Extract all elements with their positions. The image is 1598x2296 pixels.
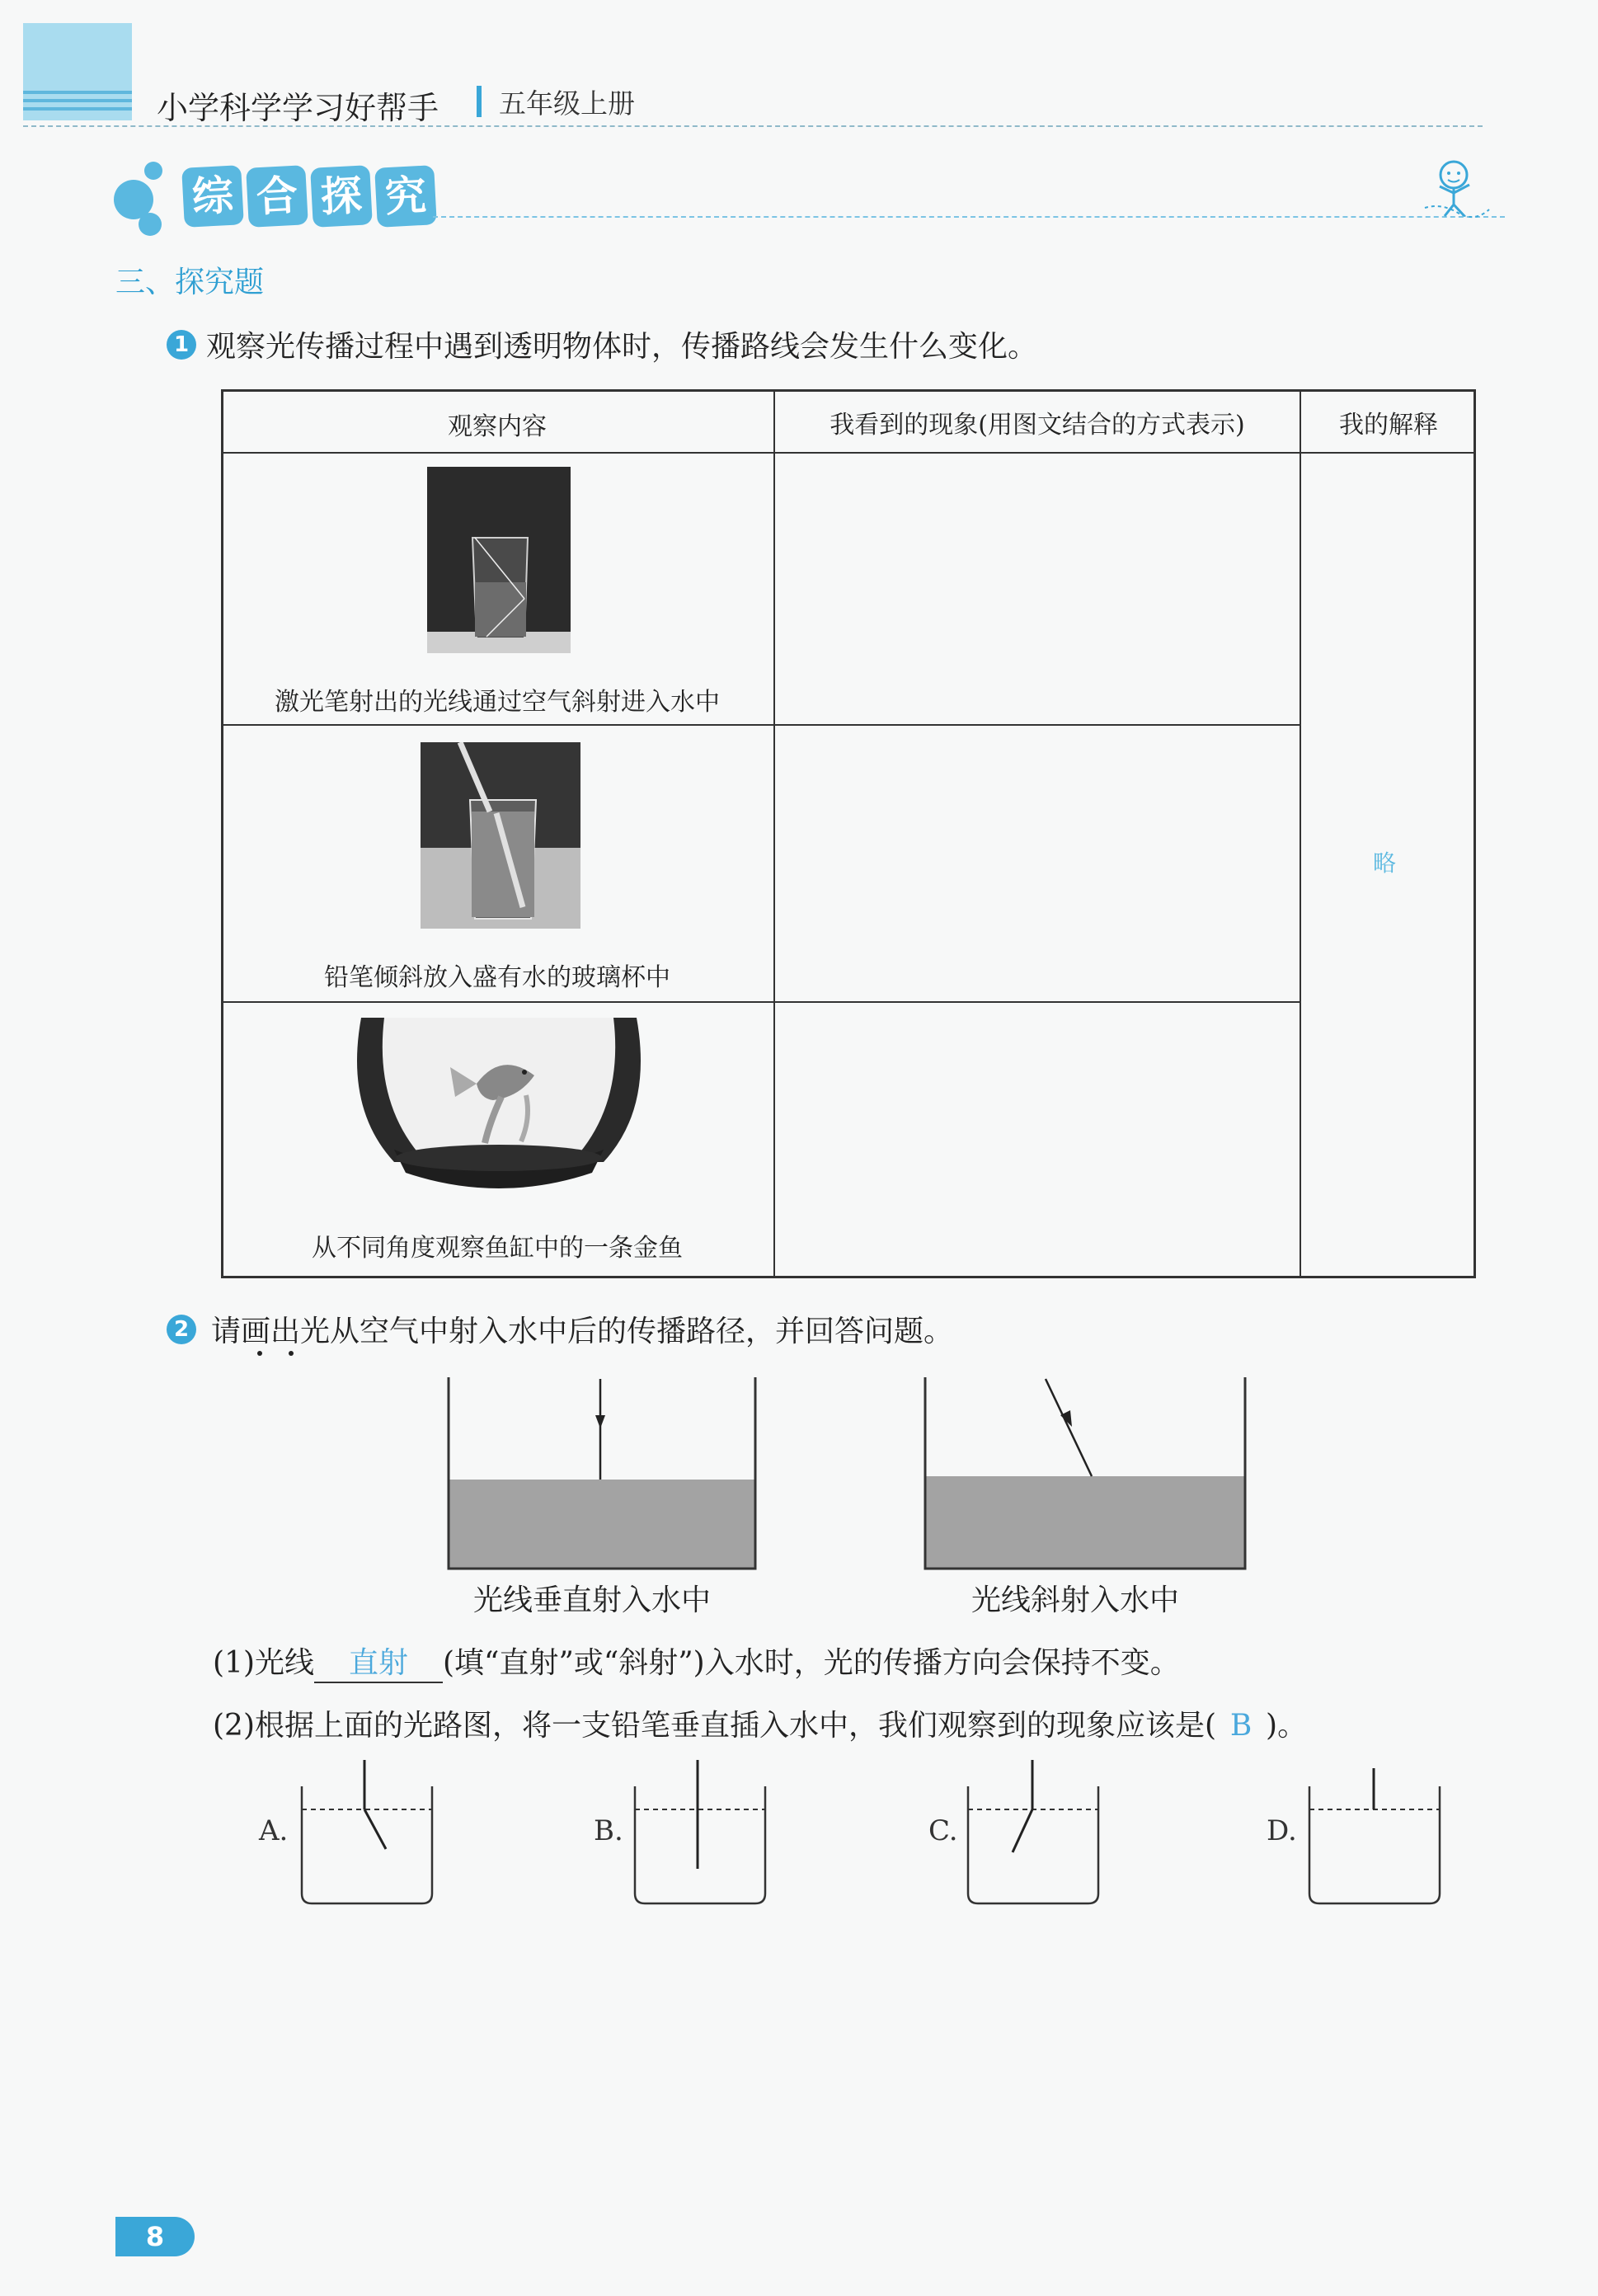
table-header: 我的解释 [1339, 411, 1438, 440]
sub-question-2-close: )。 [1266, 1709, 1308, 1743]
emphasis-dot [257, 1351, 262, 1356]
diagram-label: 光线垂直射入水中 [473, 1583, 712, 1617]
header-stripe [23, 107, 132, 111]
sub-question-1-prefix: (1)光线 [213, 1646, 314, 1680]
sub-question-1 [213, 1640, 1180, 1683]
diagram-label: 光线斜射入水中 [971, 1583, 1180, 1617]
header-color-block [23, 23, 132, 120]
question-1-text: 观察光传播过程中遇到透明物体时，传播路线会发生什么变化。 [206, 330, 1038, 364]
table-header: 我看到的现象(用图文结合的方式表示) [830, 411, 1245, 440]
vertical-light-diagram [445, 1377, 759, 1575]
option-label-d[interactable]: D. [1267, 1814, 1297, 1847]
book-title: 小学科学学习好帮手 [157, 90, 439, 126]
emphasis-dot [289, 1351, 294, 1356]
sub-question-2-text: (2)根据上面的光路图，将一支铅笔垂直插入水中，我们观察到的现象应该是( [213, 1709, 1217, 1743]
banner-dashed-line [433, 216, 1505, 218]
sub-question-2 [213, 1702, 1307, 1744]
laser-water-photo [427, 467, 571, 653]
sub-question-1-suffix: (填“直射”或“斜射”)入水时，光的传播方向会保持不变。 [443, 1646, 1180, 1680]
page-number: 8 [115, 2217, 195, 2256]
row-caption: 激光笔射出的光线通过空气斜射进入水中 [275, 688, 720, 717]
option-label-a[interactable]: A. [259, 1814, 289, 1847]
table-col-divider [773, 389, 775, 1278]
explanation-answer: 略 [1373, 849, 1397, 877]
banner-char: 综 [181, 165, 244, 228]
table-row-divider [221, 724, 1301, 726]
table-header-divider [221, 452, 1476, 454]
banner-char: 究 [374, 165, 437, 228]
answer-text[interactable]: B [1229, 1709, 1253, 1743]
header-stripe [23, 91, 132, 94]
table-header: 观察内容 [448, 412, 547, 441]
mascot-icon [1417, 155, 1491, 221]
table-row-divider [221, 1001, 1301, 1003]
table-col-divider [1300, 389, 1301, 1278]
header-stripe [23, 99, 132, 102]
oblique-light-diagram [922, 1377, 1248, 1575]
header-dashed-line [23, 125, 1483, 127]
answer-blank[interactable] [314, 1640, 443, 1683]
banner-char: 合 [246, 165, 308, 228]
option-label-c[interactable]: C. [928, 1814, 958, 1847]
grade-label: 五年级上册 [499, 87, 635, 120]
row-caption: 铅笔倾斜放入盛有水的玻璃杯中 [324, 963, 670, 992]
banner-bubble [139, 213, 162, 236]
goldfish-bowl-photo [345, 1018, 653, 1204]
question-number-badge: 2 [167, 1315, 196, 1344]
question-number-badge: 1 [167, 330, 196, 360]
question-2-text: 请画出光从空气中射入水中后的传播路径，并回答问题。 [211, 1315, 954, 1348]
banner-char: 探 [310, 165, 373, 228]
answer-text: 直射 [348, 1646, 408, 1680]
banner-bubble [144, 162, 162, 180]
option-d-diagram[interactable] [1304, 1760, 1445, 1908]
header-divider [477, 86, 482, 117]
row-caption: 从不同角度观察鱼缸中的一条金鱼 [312, 1234, 683, 1263]
option-b-diagram[interactable] [630, 1760, 770, 1908]
option-c-diagram[interactable] [963, 1760, 1103, 1908]
section-title: 三、探究题 [115, 266, 265, 299]
option-label-b[interactable]: B. [594, 1814, 623, 1847]
pencil-glass-photo [421, 742, 580, 929]
option-a-diagram[interactable] [297, 1760, 437, 1908]
